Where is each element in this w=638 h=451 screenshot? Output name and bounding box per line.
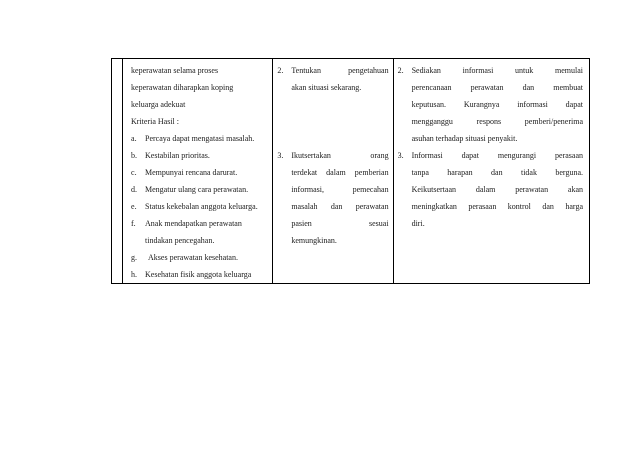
- nursing-care-plan-table: [111, 58, 590, 284]
- criteria-item: [131, 198, 268, 215]
- criteria-marker: a.: [131, 134, 137, 143]
- criteria-continuation: tindakan pencegahan.: [145, 236, 215, 245]
- criteria-text: Kestabilan prioritas.: [145, 151, 210, 160]
- goals-cell: [123, 59, 273, 284]
- criteria-marker: b.: [131, 151, 138, 160]
- number-cell: [112, 59, 123, 284]
- intervention-line: pasien sesuai: [291, 219, 389, 228]
- criteria-marker: g.: [131, 253, 138, 262]
- criteria-text: Kesehatan fisik anggota keluarga: [145, 270, 252, 279]
- criteria-marker: d.: [131, 185, 138, 194]
- intervention-line: Tentukan pengetahuan: [291, 66, 389, 75]
- criteria-item: [131, 266, 268, 283]
- criteria-text: Mempunyai rencana darurat.: [145, 168, 238, 177]
- rationale-marker: 2.: [397, 66, 404, 75]
- rationale-marker: 3.: [397, 151, 404, 160]
- criteria-text: Percaya dapat mengatasi masalah.: [145, 134, 255, 143]
- criteria-item: [131, 215, 268, 232]
- interventions-cell: [273, 59, 393, 284]
- criteria-text: Akses perawatan kesehatan.: [148, 253, 238, 262]
- criteria-marker: h.: [131, 270, 138, 279]
- criteria-text: Status kekebalan anggota keluarga.: [145, 202, 258, 211]
- rationale-item: [398, 62, 583, 147]
- rationale-line: asuhan terhadap situasi penyakit.: [411, 134, 518, 143]
- intervention-line: akan situasi sekarang.: [291, 83, 362, 92]
- rationale-line: Keikutsertaan dalam perawatan akan: [411, 185, 583, 194]
- criteria-marker: c.: [131, 168, 137, 177]
- criteria-heading: Kriteria Hasil :: [131, 117, 179, 126]
- criteria-text: Mengatur ulang cara perawatan.: [145, 185, 249, 194]
- criteria-item: [131, 130, 268, 147]
- intro-line: keperawatan selama proses: [131, 66, 219, 75]
- rationale-item: [398, 147, 583, 232]
- intro-line: keluarga adekuat: [131, 100, 186, 109]
- intervention-item: [277, 62, 388, 96]
- table-row: [112, 59, 590, 284]
- rationale-line: keputusan. Kurangnya informasi dapat: [411, 100, 583, 109]
- rationale-line: tanpa harapan dan tidak berguna.: [411, 168, 583, 177]
- criteria-marker: f.: [131, 219, 136, 228]
- intervention-item: [277, 147, 388, 249]
- intervention-line: terdekat dalam pemberian: [291, 168, 389, 177]
- intervention-marker: 2.: [277, 66, 284, 75]
- rationale-line: diri.: [411, 219, 425, 228]
- rationale-line: Informasi dapat mengurangi perasaan: [411, 151, 583, 160]
- intervention-line: Ikutsertakan orang: [291, 151, 389, 160]
- criteria-item: [131, 147, 268, 164]
- criteria-item: [131, 181, 268, 198]
- rationale-line: perencanaan perawatan dan membuat: [411, 83, 583, 92]
- intro-line: keperawatan diharapkan koping: [131, 83, 234, 92]
- rationale-cell: [393, 59, 589, 284]
- criteria-marker: e.: [131, 202, 137, 211]
- intervention-line: masalah dan perawatan: [291, 202, 389, 211]
- rationale-line: meningkatkan perasaan kontrol dan harga: [411, 202, 583, 211]
- rationale-line: mengganggu respons pemberi/penerima: [411, 117, 583, 126]
- intervention-line: informasi, pemecahan: [291, 185, 389, 194]
- criteria-text: Anak mendapatkan perawatan: [145, 219, 242, 228]
- intervention-line: kemungkinan.: [291, 236, 337, 245]
- criteria-item: [131, 249, 268, 266]
- criteria-item: [131, 164, 268, 181]
- rationale-line: Sediakan informasi untuk memulai: [411, 66, 583, 75]
- intervention-marker: 3.: [277, 151, 284, 160]
